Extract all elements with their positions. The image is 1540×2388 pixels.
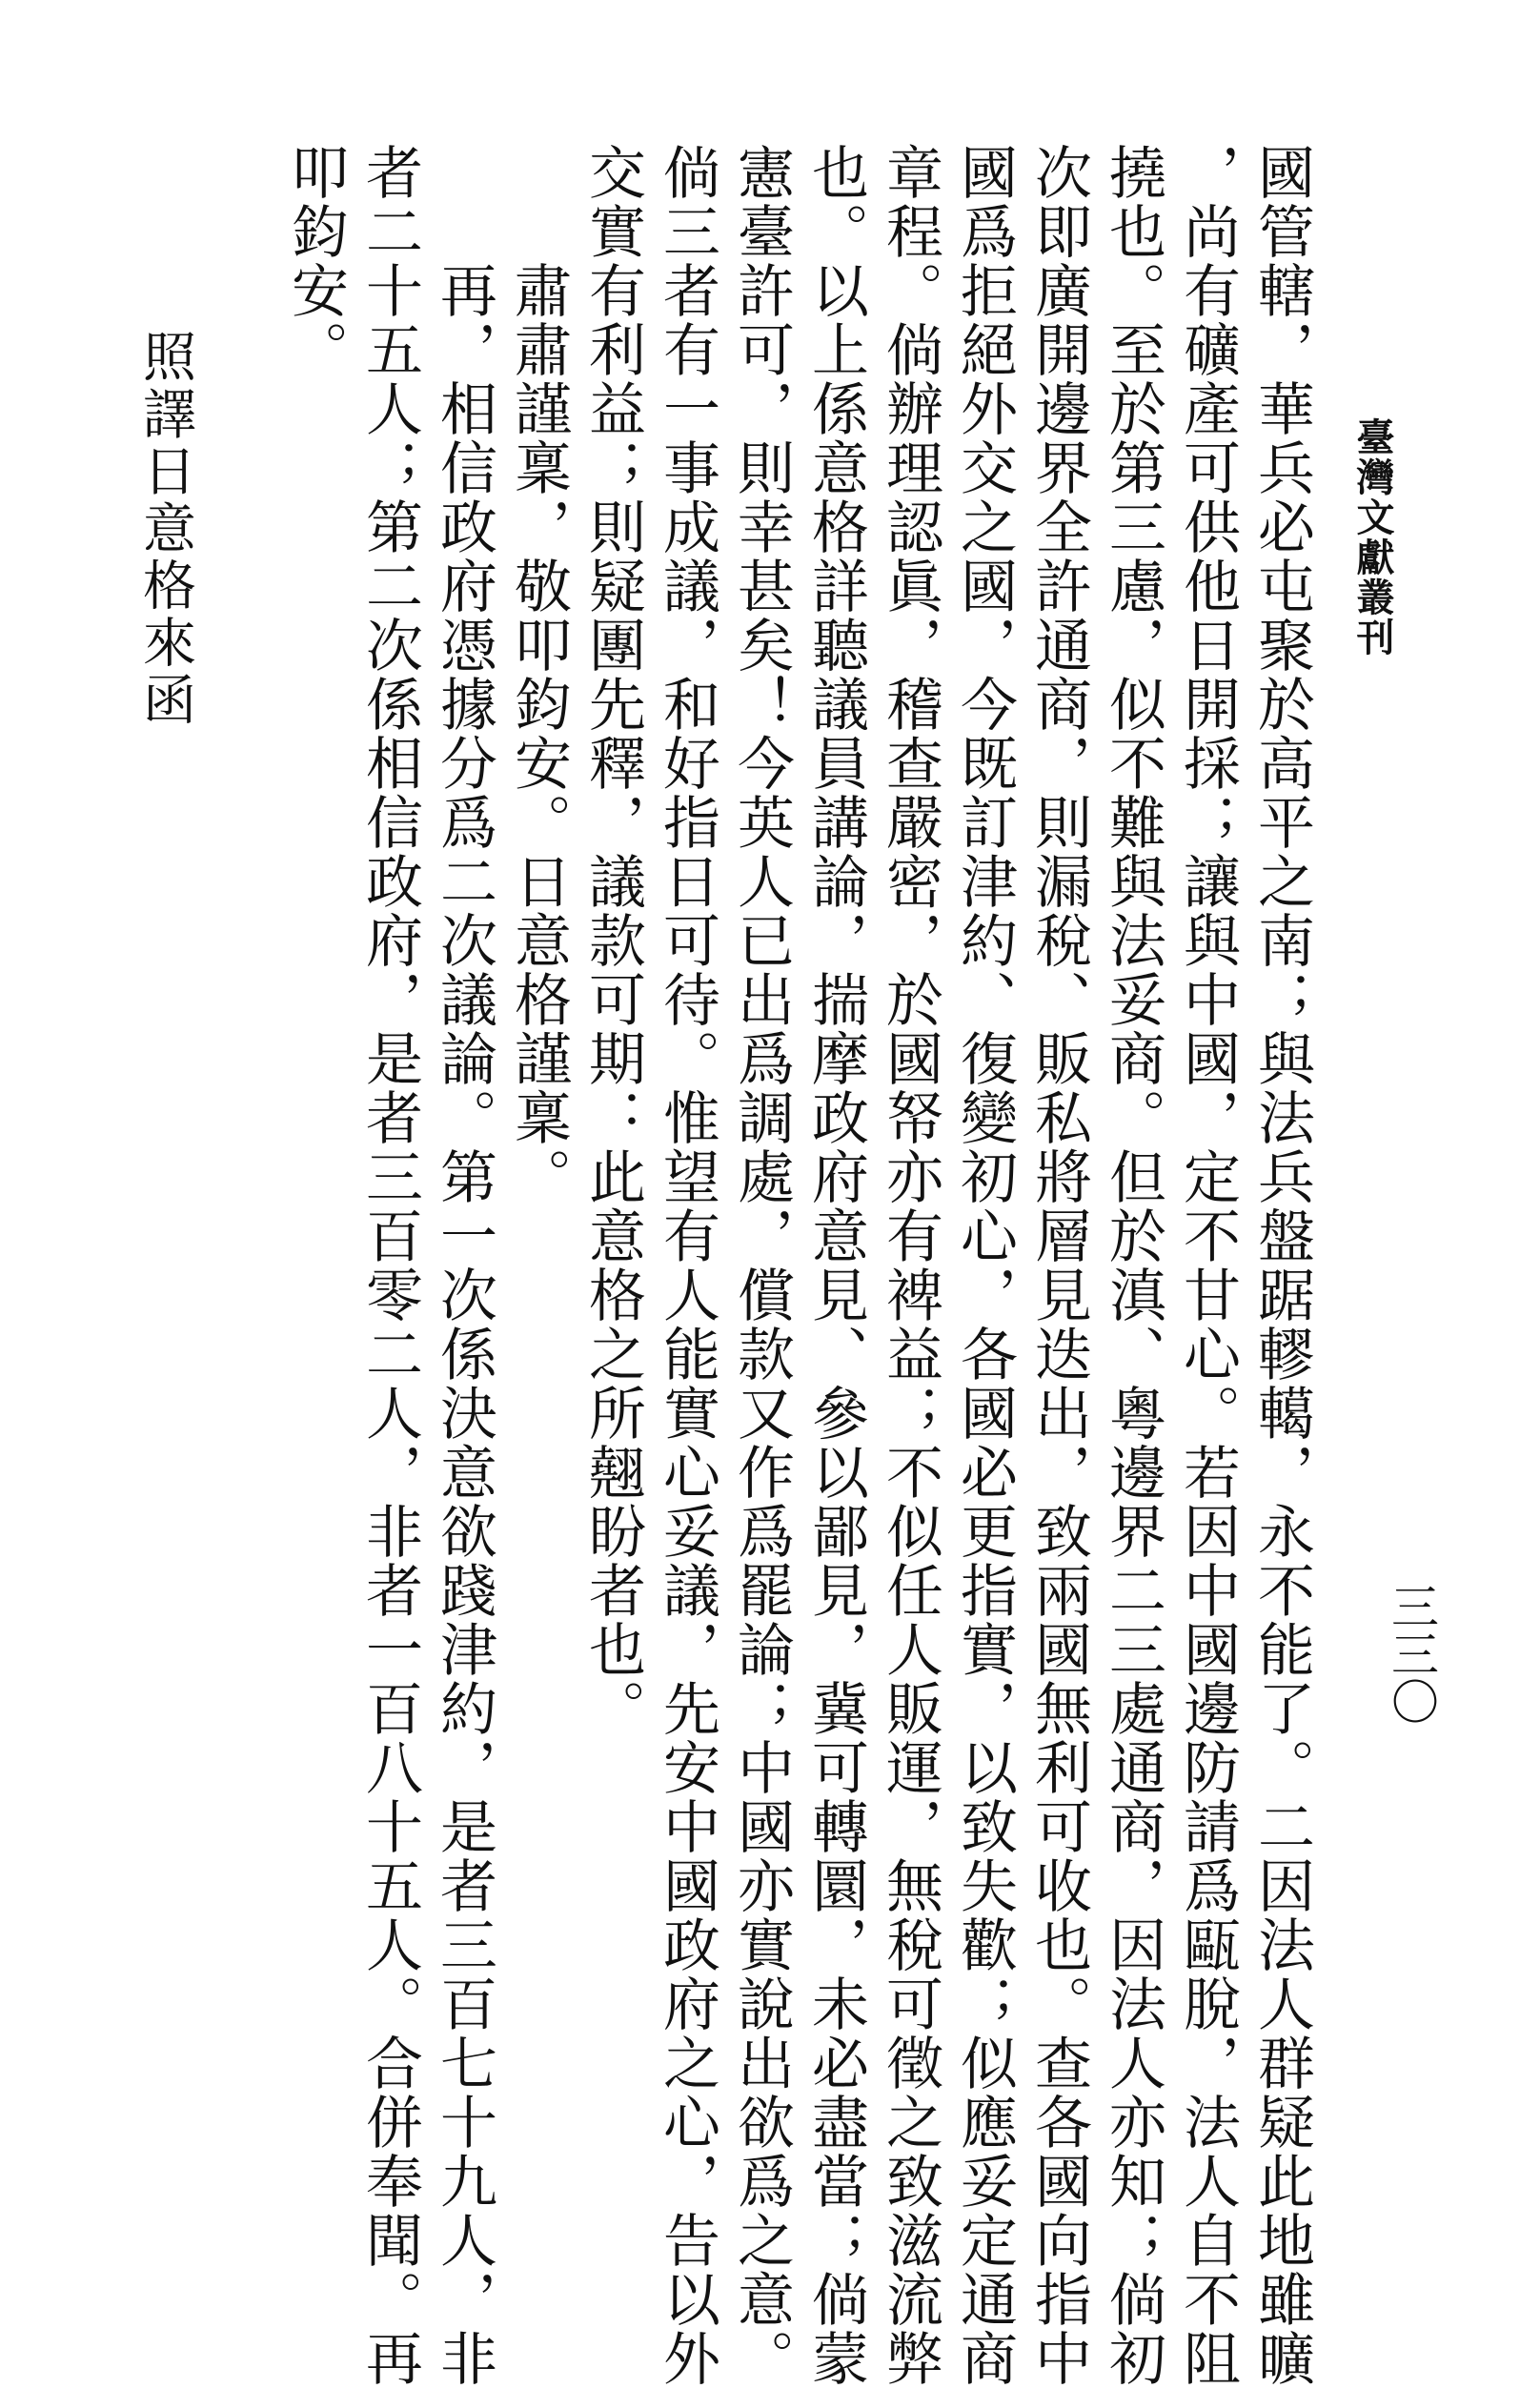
text-line: 也。以上係意格詳聽議員講論，揣摩政府意見、參以鄙見，冀可轉圜，未必盡當；倘蒙 [802, 143, 869, 2388]
letter-body-text [278, 143, 1319, 2388]
text-line: 交實有利益；則疑團先釋，議款可期：此意格之所翹盼者也。 [579, 143, 646, 1738]
text-line: 倘三者有一事成議，和好指日可待。惟望有人能實心妥議，先安中國政府之心，告以外 [654, 143, 720, 2388]
text-line: 次即廣開邊界全許通商，則漏稅、販私將層見迭出，致兩國無利可收也。查各國向指中 [1025, 143, 1092, 2388]
text-line: 章程。倘辦理認眞，稽查嚴密，於國帑亦有裨益；不似任人販運，無稅可徵之致滋流弊 [877, 143, 943, 2388]
text-line: 國爲拒絕外交之國，今既訂津約、復變初心，各國必更指實，以致失歡；似應妥定通商 [951, 143, 1018, 2388]
page-number: 三三〇 [1384, 1582, 1439, 1725]
book-series-title: 臺灣文獻叢刊 [1350, 417, 1395, 658]
text-line: 憲臺許可，則幸甚矣！今英人已出爲調處，償款又作爲罷論；中國亦實說出欲爲之意。 [728, 143, 795, 2388]
text-line: 撓也。至於第三慮，似不難與法妥商。但於滇、粵邊界二三處通商，因法人亦知；倘初 [1100, 143, 1166, 2388]
text-line: 再，相信政府憑據分爲二次議論。第一次係決意欲踐津約，是者三百七十九人，非 [431, 143, 497, 2388]
text-line: 叩鈞安。 [282, 143, 349, 379]
text-line: 國管轄，華兵必屯聚於高平之南；與法兵盤踞轇轕，永不能了。二因法人群疑此地雖曠 [1248, 143, 1315, 2388]
text-line: ，尚有礦產可供他日開採；讓與中國，定不甘心。若因中國邊防請爲甌脫，法人自不阻 [1174, 143, 1241, 2388]
next-document-title: 照譯日意格來函 [134, 329, 196, 729]
text-line: 肅肅謹稟，敬叩鈞安。日意格謹稟。 [505, 143, 572, 1206]
text-line: 者二十五人；第二次係相信政府，是者三百零二人，非者一百八十五人。合併奉聞。再 [356, 143, 423, 2388]
